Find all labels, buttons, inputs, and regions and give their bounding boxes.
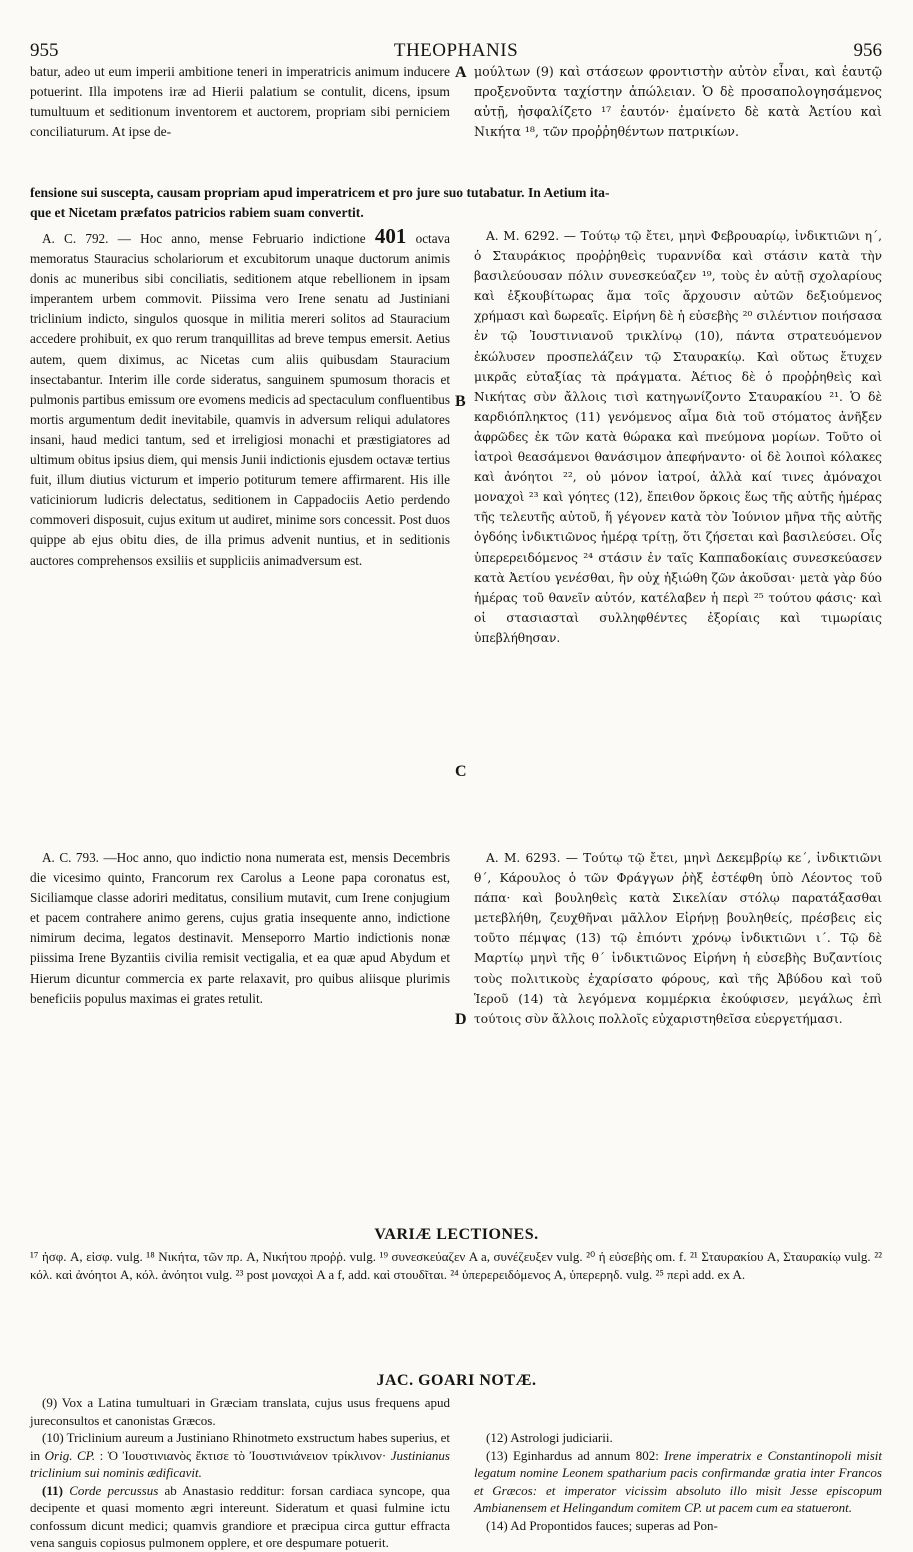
year-6293-greek: A. M. 6293. <box>486 851 561 865</box>
intro-greek-text: μούλτων (9) καὶ στάσεων φροντιστὴν αὐτὸν εἶναι, καὶ ἑαυτῷ προξενοῦντα ταχίστην ἀπώλειαν. Ὁ δὲ προσαπολογησάμενος αὐτῇ, ἠσφαλίζετο ¹⁷ ἑαυτόν· ἐμαίνετο δὲ κατὰ Ἀετίου καὶ Νικήτα ¹⁸, τῶν προῤῥηθέντων πατρικίων. <box>474 64 882 140</box>
intro-latin <box>30 62 450 142</box>
note-13-text: (13) Eginhardus ad annum 802: <box>486 1447 659 1463</box>
note-9: (9) Vox a Latina tumultuari in Græciam translata, cujus usus frequens apud jureconsultos et canonistas Græcos. <box>30 1395 450 1428</box>
note-11 <box>30 1482 450 1552</box>
note-10-translation: Justinianus triclinium sui nominis ædificavit. <box>30 1447 450 1480</box>
margin-marker-b: B <box>455 393 466 410</box>
margin-marker-d: D <box>455 1011 467 1028</box>
section-793-greek-text: — Τούτῳ τῷ ἔτει, μηνὶ Δεκεμβρίῳ κε΄, ἰνδικτιῶνι θ΄, Κάρουλος ὁ τῶν Φράγγων ῥὴξ ἐστέφθη ὑπὸ Λέοντος τοῦ πάπα· καὶ βουληθεὶς κατὰ Σικελίαν στόλῳ παρατάξασθαι μετεβλήθη, ζευχθῆναι μᾶλλον Εἰρήνῃ βουληθείς, πρέσβεις εἰς τοῦτο πέμψας (13) τῷ ἐπιόντι χρόνῳ ἰνδικτιῶνι ι΄. Τῷ δὲ Μαρτίῳ μηνὶ τῆς θ΄ ἰνδικτιῶνος Εἰρήνη ἡ εὐσεβὴς Βυζαντίοις τοὺς πολιτικοὺς ἐχαρίσατο φόρους, καὶ τῆς Ἀβύδου καὶ τοῦ Ἱεροῦ (14) τὰ λεγόμενα κομμέρκια ἐκούφισεν, μεγάλως ἐπὶ τούτοις σὺν ἄλλοις πολλοῖς εὐχαριστηθεῖσα εὐεργετήμασι. <box>474 851 883 1026</box>
note-13-quote: Irene imperatrix e Constantinopoli misit legatum nomine Leonem spatharium pacis confirmandæ gratia inter Francos et Græcos: et imperator vicissim absoluto illo misit Jesse episcopum Ambianensem et Helingandum comitem CP. ut pacem cum ea statueront. <box>474 1447 883 1515</box>
year-6292-greek: A. M. 6292. <box>486 229 560 243</box>
intro-full-line-2: que et Nicetam præfatos patricios rabiem suam convertit. <box>30 205 364 221</box>
note-14: (14) Ad Propontidos fauces; superas ad Pon- <box>486 1517 718 1533</box>
section-792-latin <box>30 226 450 571</box>
section-793-latin-text: —Hoc anno, quo indictio nona numerata est, mensis Decembris die vicesimo quinto, Francorum rex Carolus a Leone papa coronatus est, Siciliamque classe adoriri meditatus, consilium mutavit, cum Irene conjugium et pacem contrahere animo gerens, cujus gratia insequente anno, indictione nimirum decima, legatos destinavit. Menseporro Martio indictionis nonæ piissima Irene Byzantiis civilia remisit vectigalia, et ea quæ apud Abydum et Hierum dicuntur commercia ex parte relaxavit, pro quibus aliisque plurimis beneficiis populus maximas ei grates retulit. <box>30 850 450 1006</box>
notes-left-column <box>30 1394 450 1552</box>
intro-latin-text: batur, adeo ut eum imperii ambitione teneri in imperatricis animum inducere potuerint. Illa impotens iræ ad Hierii palatium se contulit, dicens, ipsum tumultuum et seditionum inventorem et auctorem, propriam sibi perniciem conciliaturum. At ipse de- <box>30 64 450 140</box>
notes-title: JAC. GOARI NOTÆ. <box>376 1372 537 1389</box>
intro-full-line-1: fensione sui suscepta, causam propriam apud imperatricem et pro jure suo tutabatur. In Aetium ita- <box>30 185 610 200</box>
note-12: (12) Astrologi judiciarii. <box>486 1430 613 1445</box>
running-title: THEOPHANIS <box>393 40 519 61</box>
year-792-latin: A. C. 792. <box>42 231 109 246</box>
intro-greek <box>474 62 882 142</box>
margin-marker-c: C <box>455 763 467 780</box>
section-792-latin-text: octava memoratus Stauracius scholariorum et excubitorum unaque ductorum animis donis ac muneribus sibi conciliatis, seditionem atque rebellionem in ipsam imperantem urbem commovit. Piissima vero Irene senatu ad Justiniani triclinium indicto, singulos quosque in militia mereri solitos ad Stauracium accedere prohibuit, ex quo rerum tranquillitas ad breve tempus emersit. Aetius autem, quem diximus, ac Nicetas cum aliis quibusdam Stauracium insectabantur. Interim ille corde sideratus, sanguinem spumosum thoracis et pulmonis partibus emissum ore evomens medicis ad spectaculum confluentibus mortis argumentum dedit inevitabile, quamvis in adversum reliqui adulatores insani, haud medici tantum, sed et irreligiosi monachi et præstigiatores ad ultimum obitus ipsius diem, qui mensis Junii indictionis ejusdem octavæ tertius fuit, illum diutius victurum et imperio potiturum temere affirmarent. His ille vaticiniorum ludicris delectatus, seditionem in Cappadociis Aetio perdendo commoveri disposuit, cujus exitum ut audiret, minime sors concessit. Post duos quippe ab ejus obitu dies, de illa primus advenit nuntius, et in seditionis auctores comprehensos exsiliis et suppliciis animadversum est. <box>30 231 451 568</box>
margin-marker-a: A <box>455 64 467 81</box>
note-11-label: (11) <box>42 1482 63 1498</box>
section-792-greek <box>474 226 882 648</box>
section-793-greek <box>474 848 882 1029</box>
note-10-ref: Orig. CP. <box>44 1447 96 1463</box>
note-10-greek: : Ὁ Ἰουστινιανὸς ἔκτισε τὸ Ἰουστινιάνειον τρίκλινον· <box>99 1447 387 1463</box>
intro-full-width <box>30 183 882 223</box>
section-792-latin-lead: — Hoc anno, mense Februario indictione <box>117 231 366 246</box>
page-number-right: 956 <box>853 40 882 61</box>
note-13 <box>474 1447 882 1517</box>
note-10-text: (10) Triclinium aureum a Justiniano Rhinotmeto exstructum habes superius, et in <box>30 1430 451 1463</box>
variae-lectiones <box>30 1248 882 1284</box>
variae-lectiones-title: VARIÆ LECTIONES. <box>374 1226 539 1243</box>
note-11-text: ab Anastasio redditur: forsan cardiaca syncope, qua decipente et quasi momento ægri intereunt. Sideratum et quasi fulmine ictu confossum dicunt medici; quamvis grandiore et præcipua circa guttur effracta vena sanguis copiosus pulmonem opplere, et ore despumare potuerit. <box>30 1482 450 1550</box>
section-793-latin <box>30 848 450 1009</box>
page-number-left: 955 <box>30 40 59 61</box>
section-792-greek-text: — Τούτῳ τῷ ἔτει, μηνὶ Φεβρουαρίῳ, ἰνδικτιῶνι η΄, ὁ Σταυράκιος προῤῥηθεὶς τυραννίδα καὶ στάσιν κατὰ τὴν βασιλεύουσαν πόλιν συνεσκεύαζεν ¹⁹, τοὺς ἐν αὐτῇ σχολαρίους καὶ ἐξκουβίτωρας ἅμα τοῖς ἄρχουσιν αὐτῶν δεξιούμενος χρήμασι καὶ δωρεαῖς. Εἰρήνη δὲ ἡ εὐσεβὴς ²⁰ σιλέντιον ποιήσασα ἐν τῷ Ἰουστινιανοῦ τρικλίνῳ (10), πάντα στρατευόμενον ἐκώλυσεν προσπελάζειν τῷ Σταυρακίῳ. Καὶ οὕτως ἔτυχεν μικρᾶς εὐταξίας τὰ πράγματα. Ἀέτιος δὲ ὁ προῤῥηθεὶς καὶ Νικήτας σὺν ἄλλοις τισὶ κατηγωνίζοντο Σταυρακίου ²¹. Ὁ δὲ καρδιόπληκτος (11) γενόμενος αἷμα διὰ τοῦ στόματος ἀνῆξεν ἀφρῶδες ἐκ τῶν κατὰ θώρακα καὶ πνεύμονα μορίων. Τοῦτο οἱ ἰατροὶ θεασάμενοι θανάσιμον ἀπεφήναντο· οἱ δὲ λοιποὶ κόλακες καὶ ἀνόητοι ²², οὐ μόνον ἰατροί, ἀλλὰ καί τινες ἀμόναχοι μοναχοὶ ²³ καὶ γόητες (12), ἔπειθον ὅρκοις ἕως τῆς αὐτῆς ἡμέρας τῆς τελευτῆς αὐτοῦ, ἥ γέγονεν κατὰ τὸν Ἰούνιον μῆνα τῆς αὐτῆς ὀγδόης ἰνδικτιῶνος ἡμέρᾳ τρίτῃ, ὅτι ζήσεται καὶ βασιλεύσει. Οἷς ὑπερερειδόμενος ²⁴ στάσιν ἐν ταῖς Καππαδοκίαις συνεσκεύασεν κατὰ Ἀετίου γενέσθαι, ἣν οὐχ ἠξιώθη ζῶν ἀκοῦσαι· μετὰ γὰρ δύο ἡμέρας τοῦ θανεῖν αὐτόν, κατέλαβεν ἡ περὶ ²⁵ τούτου φάσις· καὶ οἱ στασιασταὶ συλληφθέντες ἐξορίαις καὶ τιμωρίαις ὑπεβλήθησαν. <box>474 229 882 645</box>
variae-lectiones-text: ¹⁷ ἠσφ. A, εἰσφ. vulg. ¹⁸ Νικήτα, τῶν πρ. A, Νικήτου προῤῥ. vulg. ¹⁹ συνεσκεύαζεν A a, συνέζευξεν vulg. ²⁰ ἡ εὐσεβὴς om. f. ²¹ Σταυρακίου A, Σταυρακίῳ vulg. ²² κόλ. καὶ ἀνόητοι A, κόλ. ἀνόητοι vulg. ²³ post μοναχοὶ A a f, add. καὶ στουδῖται. ²⁴ ὑπερερειδόμενος A, ὑπερερηδ. vulg. ²⁵ περὶ add. ex A. <box>30 1249 882 1282</box>
column-number: 401 <box>374 224 407 248</box>
year-793-latin: A. C. 793. <box>42 850 99 865</box>
note-10 <box>30 1429 450 1482</box>
page-header <box>30 40 882 64</box>
note-11-lemma: Corde percussus <box>69 1482 159 1498</box>
notes-right-column <box>474 1394 882 1534</box>
